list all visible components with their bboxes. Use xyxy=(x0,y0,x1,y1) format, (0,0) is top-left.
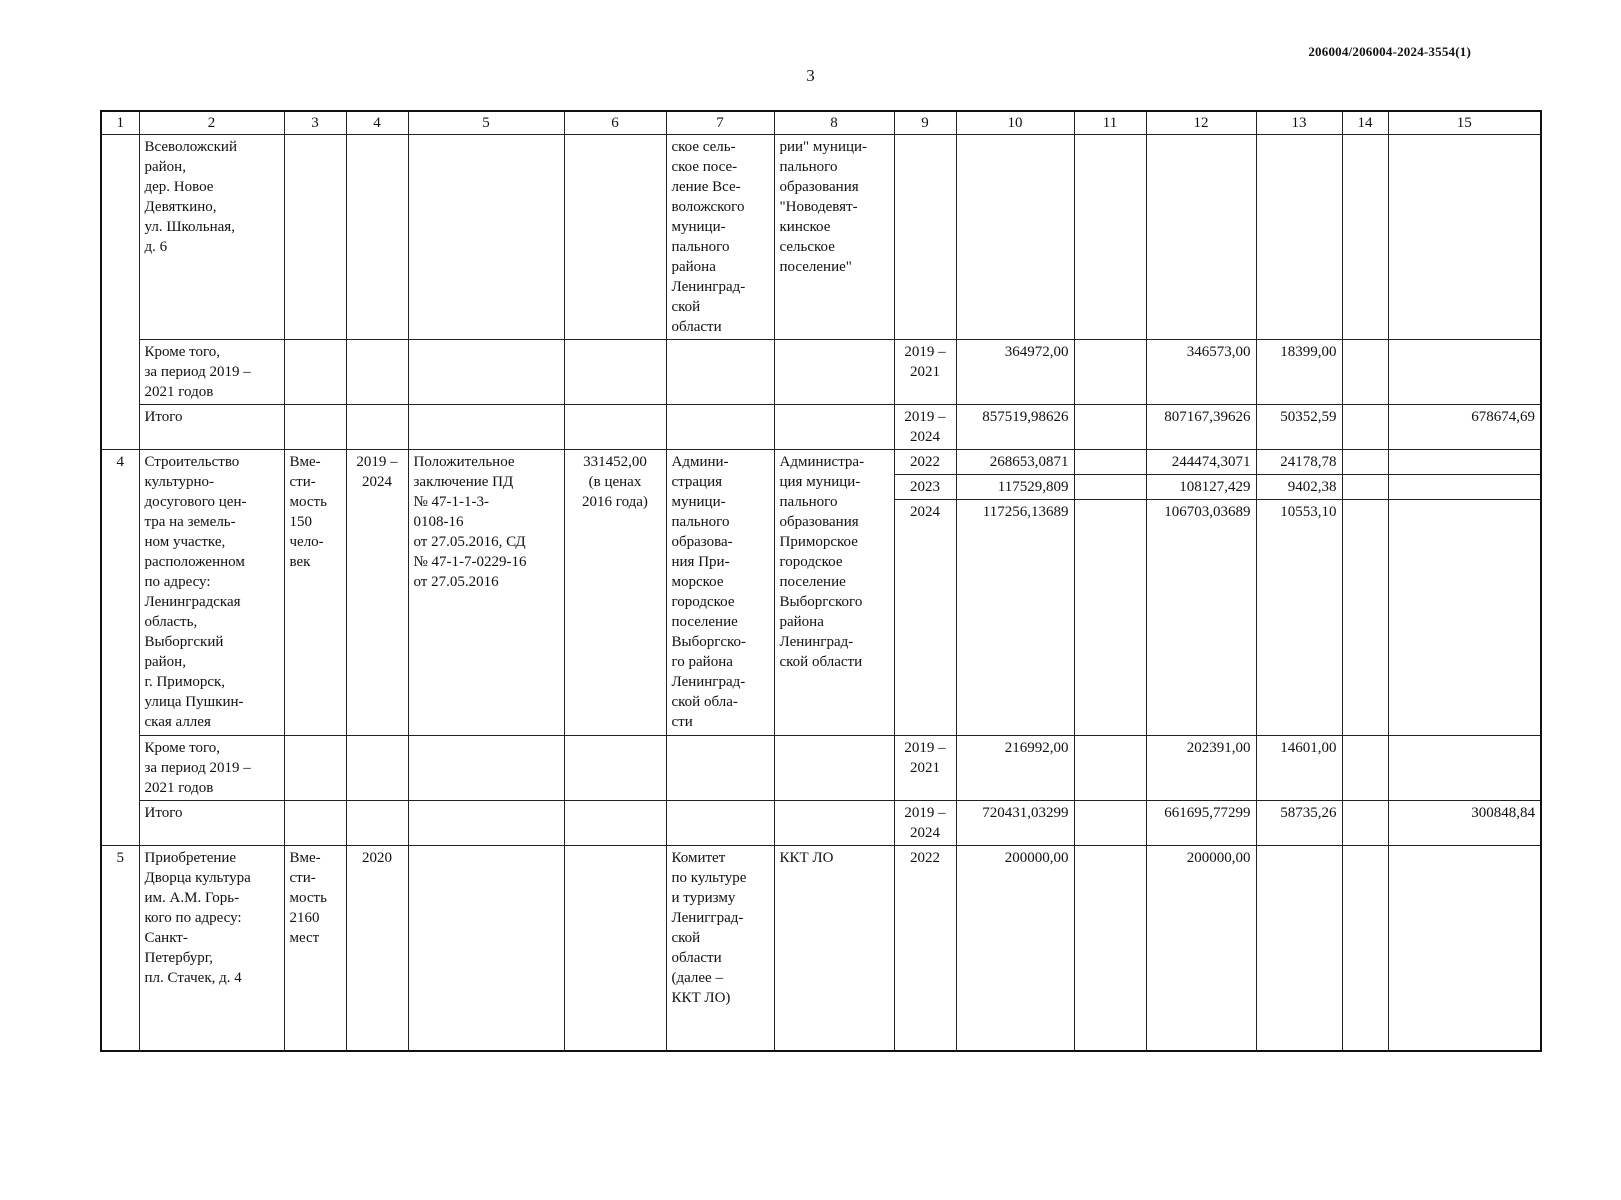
value-cell: 117529,809 xyxy=(956,475,1074,500)
header-cell: 12 xyxy=(1146,111,1256,135)
header-cell: 5 xyxy=(408,111,564,135)
developer-cell: рии" муници- пального образования "Новодевят- кинское сельское поселение" xyxy=(774,135,894,340)
document-id: 206004/206004-2024-3554(1) xyxy=(1308,44,1471,59)
value-cell: 200000,00 xyxy=(1146,846,1256,1051)
value-cell: 857519,98626 xyxy=(956,405,1074,450)
value-cell: 300848,84 xyxy=(1388,801,1541,846)
period-cell: 2019 – 2024 xyxy=(894,405,956,450)
table-row xyxy=(101,801,1541,846)
header-cell: 13 xyxy=(1256,111,1342,135)
extra-label: Кроме того, за период 2019 – 2021 годов xyxy=(139,340,284,405)
value-cell: 58735,26 xyxy=(1256,801,1342,846)
developer-cell: ККТ ЛО xyxy=(774,846,894,1051)
table-row xyxy=(101,135,1541,340)
object-name: Всеволожский район, дер. Новое Девяткино, ул. Школьная, д. 6 xyxy=(139,135,284,340)
page-number: 3 xyxy=(806,66,815,85)
value-cell: 18399,00 xyxy=(1256,340,1342,405)
customer-cell: ское сель- ское посе- ление Все- воложского муници- пального района Ленинград- ской области xyxy=(666,135,774,340)
capacity-cell: Вме- сти- мость 2160 мест xyxy=(284,846,346,1051)
value-cell: 216992,00 xyxy=(956,736,1074,801)
header-cell: 9 xyxy=(894,111,956,135)
value-cell: 268653,0871 xyxy=(956,450,1074,475)
value-cell: 244474,3071 xyxy=(1146,450,1256,475)
value-cell: 14601,00 xyxy=(1256,736,1342,801)
total-label: Итого xyxy=(139,801,284,846)
cost-cell: 331452,00 (в ценах 2016 года) xyxy=(564,450,666,736)
customer-cell: Комитет по культуре и туризму Ленигград- ской области (далее – ККТ ЛО) xyxy=(666,846,774,1051)
header-cell: 2 xyxy=(139,111,284,135)
years-cell: 2019 – 2024 xyxy=(346,450,408,736)
capacity-cell: Вме- сти- мость 150 чело- век xyxy=(284,450,346,736)
row-number: 5 xyxy=(101,846,139,1051)
conclusion-cell: Положительное заключение ПД № 47-1-1-3- 0108-16 от 27.05.2016, СД № 47-1-7-0229-16 от 27.05.2016 xyxy=(408,450,564,736)
header-cell: 4 xyxy=(346,111,408,135)
header-cell: 11 xyxy=(1074,111,1146,135)
table-row xyxy=(101,846,1541,1051)
value-cell: 807167,39626 xyxy=(1146,405,1256,450)
value-cell: 106703,03689 xyxy=(1146,500,1256,736)
value-cell: 108127,429 xyxy=(1146,475,1256,500)
customer-cell: Админи- страция муници- пального образова- ния При- морское городское поселение Выборгско- го района Ленинград- ской обла- сти xyxy=(666,450,774,736)
value-cell: 117256,13689 xyxy=(956,500,1074,736)
value-cell: 24178,78 xyxy=(1256,450,1342,475)
value-cell: 200000,00 xyxy=(956,846,1074,1051)
value-cell: 678674,69 xyxy=(1388,405,1541,450)
table-row xyxy=(101,450,1541,475)
header-cell: 10 xyxy=(956,111,1074,135)
year-cell: 2024 xyxy=(894,500,956,736)
value-cell: 50352,59 xyxy=(1256,405,1342,450)
data-table xyxy=(100,110,1542,1052)
header-row xyxy=(101,111,1541,135)
period-cell: 2019 – 2021 xyxy=(894,340,956,405)
value-cell: 720431,03299 xyxy=(956,801,1074,846)
header-cell: 7 xyxy=(666,111,774,135)
total-label: Итого xyxy=(139,405,284,450)
developer-cell: Администра- ция муници- пального образования Приморское городское поселение Выборгского района Ленинград- ской области xyxy=(774,450,894,736)
table-row xyxy=(101,340,1541,405)
header-cell: 6 xyxy=(564,111,666,135)
year-cell: 2023 xyxy=(894,475,956,500)
header-cell: 1 xyxy=(101,111,139,135)
object-name: Приобретение Дворца культура им. А.М. Горь- кого по адресу: Санкт- Петербург, пл. Стачек, д. 4 xyxy=(139,846,284,1051)
table-row xyxy=(101,405,1541,450)
year-cell: 2022 xyxy=(894,846,956,1051)
value-cell: 346573,00 xyxy=(1146,340,1256,405)
header-cell: 8 xyxy=(774,111,894,135)
year-cell: 2022 xyxy=(894,450,956,475)
extra-label: Кроме того, за период 2019 – 2021 годов xyxy=(139,736,284,801)
header-cell: 3 xyxy=(284,111,346,135)
value-cell: 202391,00 xyxy=(1146,736,1256,801)
period-cell: 2019 – 2024 xyxy=(894,801,956,846)
row-number-cell xyxy=(101,135,139,450)
object-name: Строительство культурно- досугового цен- тра на земель- ном участке, расположенном по адресу: Ленинградская область, Выборгский район, г. Приморск, улица Пушкин- ская аллея xyxy=(139,450,284,736)
table-row xyxy=(101,736,1541,801)
value-cell: 9402,38 xyxy=(1256,475,1342,500)
header-cell: 15 xyxy=(1388,111,1541,135)
value-cell: 661695,77299 xyxy=(1146,801,1256,846)
value-cell: 364972,00 xyxy=(956,340,1074,405)
years-cell: 2020 xyxy=(346,846,408,1051)
period-cell: 2019 – 2021 xyxy=(894,736,956,801)
header-cell: 14 xyxy=(1342,111,1388,135)
row-number: 4 xyxy=(101,450,139,846)
value-cell: 10553,10 xyxy=(1256,500,1342,736)
